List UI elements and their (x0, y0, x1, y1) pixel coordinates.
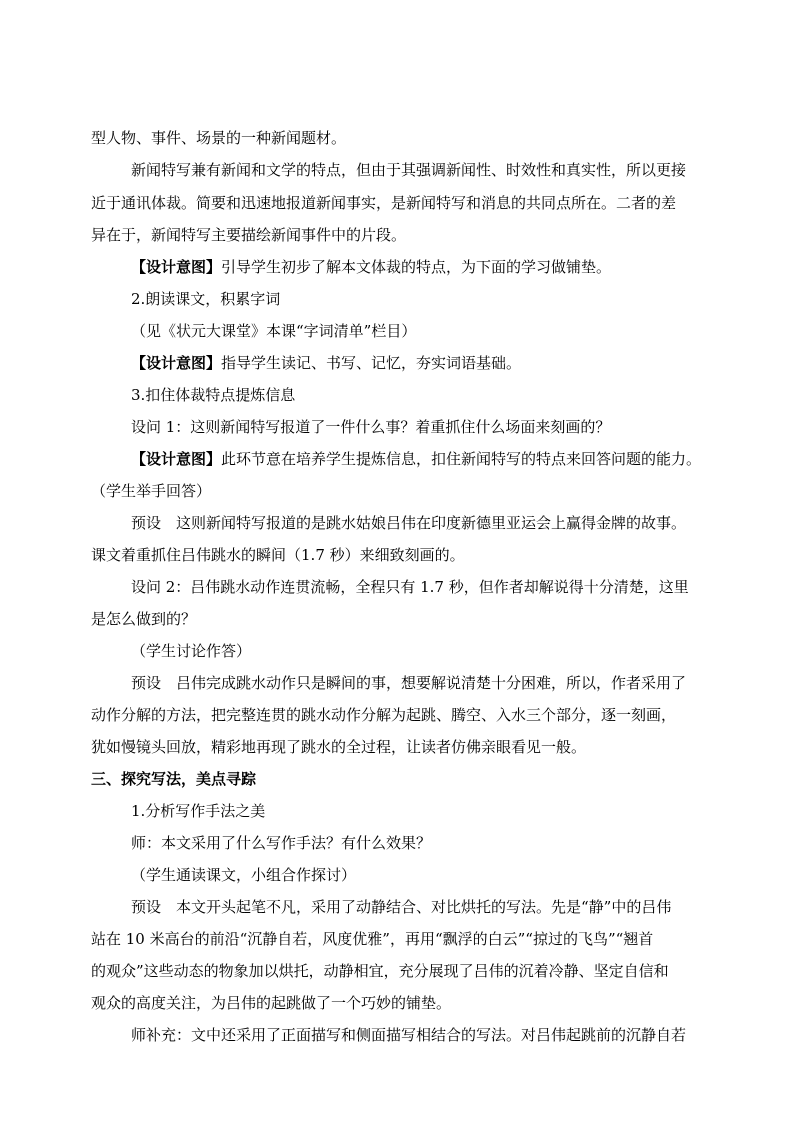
text-line: 引导学生初步了解本文体裁的特点，为下面的学习做铺垫。 (221, 258, 612, 276)
text-line: 此环节意在培养学生提炼信息，扣住新闻特写的特点来回答问题的能力。 (221, 450, 702, 468)
text-line: 犹如慢镜头回放，精彩地再现了跳水的全过程，让读者仿佛亲眼看见一般。 (91, 738, 587, 756)
text-line: 站在 10 米高台的前沿“沉静自若，风度优雅”，再用“飘浮的白云”“掠过的飞鸟”“翘首 (91, 930, 654, 948)
text-line: 1.分析写作手法之美 (131, 802, 266, 820)
text-line: 型人物、事件、场景的一种新闻题材。 (91, 129, 347, 147)
text-line: 课文着重抓住吕伟跳水的瞬间（1.7 秒）来细致刻画的。 (91, 546, 465, 564)
text-line: 师补充：文中还采用了正面描写和侧面描写相结合的写法。对吕伟起跳前的沉静自若 (131, 1026, 687, 1044)
text-line: 2.朗读课文，积累字词 (131, 290, 281, 308)
design-intent-label: 【设计意图】 (131, 450, 222, 468)
text-line: 新闻特写兼有新闻和文学的特点，但由于其强调新闻性、时效性和真实性，所以更接 (131, 161, 687, 179)
text-line: （学生通读课文，小组合作探讨） (131, 866, 357, 884)
text-line: 指导学生读记、书写、记忆，夯实词语基础。 (221, 354, 522, 372)
text-line: 预设 本文开头起笔不凡，采用了动静结合、对比烘托的写法。先是“静”中的吕伟 (131, 898, 672, 916)
text-line: 预设 这则新闻特写报道的是跳水姑娘吕伟在印度新德里亚运会上赢得金牌的故事。 (131, 514, 687, 532)
text-line: 是怎么做到的？ (91, 610, 197, 628)
text-line: 异在于，新闻特写主要描绘新闻事件中的片段。 (91, 226, 407, 244)
text-line: （学生举手回答） (91, 482, 212, 500)
text-line: 设问 1：这则新闻特写报道了一件什么事？着重抓住什么场面来刻画的？ (131, 418, 611, 436)
design-intent-paragraph (131, 257, 611, 277)
text-line: （见《状元大课堂》本课“字词清单”栏目） (131, 322, 417, 340)
text-line: 预设 吕伟完成跳水动作只是瞬间的事，想要解说清楚十分困难，所以，作者采用了 (131, 674, 687, 692)
design-intent-paragraph (131, 449, 701, 469)
text-line: 3.扣住体裁特点提炼信息 (131, 386, 296, 404)
text-line: 近于通讯体裁。简要和迅速地报道新闻事实，是新闻特写和消息的共同点所在。二者的差 (91, 194, 677, 212)
design-intent-paragraph (131, 353, 521, 373)
text-line: 设问 2：吕伟跳水动作连贯流畅，全程只有 1.7 秒，但作者却解说得十分清楚，这里 (131, 578, 689, 596)
design-intent-label: 【设计意图】 (131, 354, 222, 372)
design-intent-label: 【设计意图】 (131, 258, 222, 276)
text-line: 的观众”这些动态的物象加以烘托，动静相宜，充分展现了吕伟的沉着冷静、坚定自信和 (91, 962, 669, 980)
text-line: 师：本文采用了什么写作手法？有什么效果？ (131, 834, 432, 852)
section-heading: 三、探究写法，美点寻踪 (91, 770, 257, 788)
text-line: 观众的高度关注，为吕伟的起跳做了一个巧妙的铺垫。 (91, 994, 452, 1012)
text-line: 动作分解的方法，把完整连贯的跳水动作分解为起跳、腾空、入水三个部分，逐一刻画， (91, 706, 677, 724)
text-line: （学生讨论作答） (131, 642, 252, 660)
